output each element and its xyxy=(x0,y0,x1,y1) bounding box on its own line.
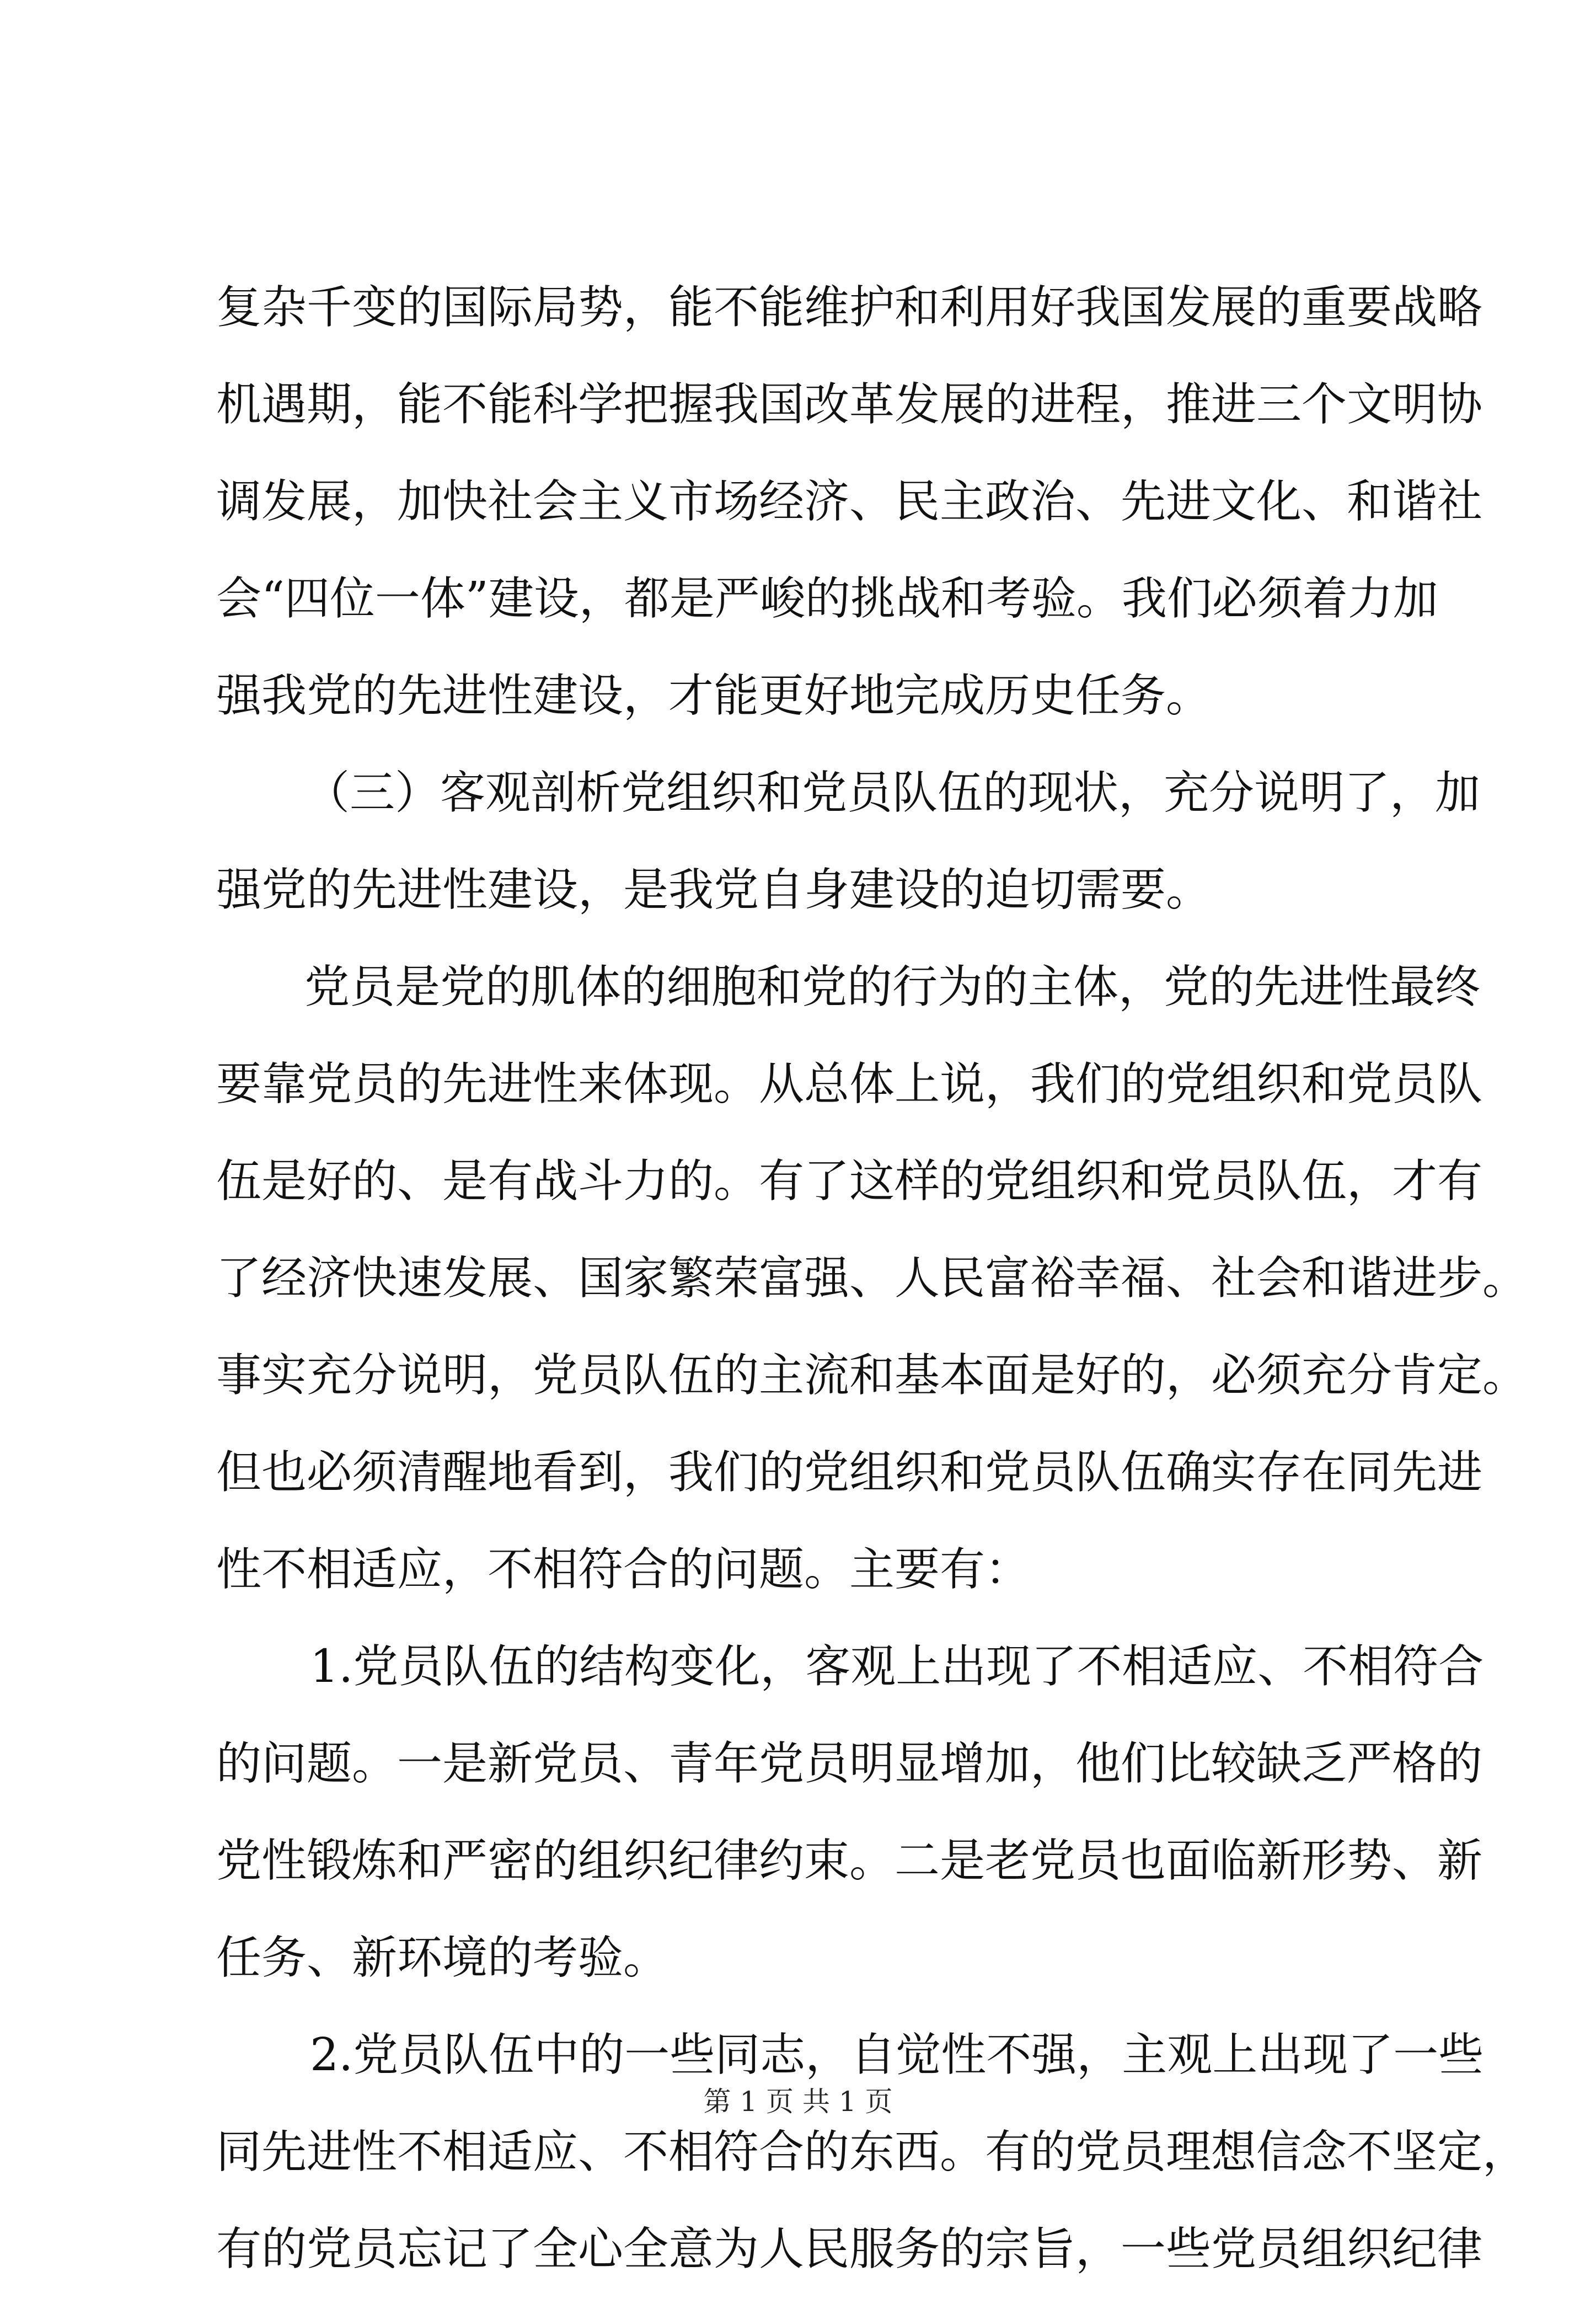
text-line: 任务、新环境的考验。 xyxy=(216,1932,669,1984)
document-body xyxy=(216,259,1528,2298)
list-item-line: 2.党员队伍中的一些同志，自觉性不强，主观上出现了一些 xyxy=(310,2029,1484,2081)
page-number-footer: 第 1 页 共 1 页 xyxy=(703,2086,893,2118)
list-item-line: 1.党员队伍的结构变化，客观上出现了不相适应、不相符合 xyxy=(310,1640,1484,1693)
text-line: 伍是好的、是有战斗力的。有了这样的党组织和党员队伍，才有 xyxy=(216,1155,1483,1207)
text-line: 的问题。一是新党员、青年党员明显增加，他们比较缺乏严格的 xyxy=(216,1738,1483,1790)
text-line: 性不相适应，不相符合的问题。主要有： xyxy=(216,1543,1031,1596)
text-line: 有的党员忘记了全心全意为人民服务的宗旨，一些党员组织纪律 xyxy=(216,2223,1483,2275)
text-line: 了经济快速发展、国家繁荣富强、人民富裕幸福、社会和谐进步。 xyxy=(216,1252,1528,1305)
text-line: 强我党的先进性建设，才能更好地完成历史任务。 xyxy=(216,670,1212,722)
text-line: 同先进性不相适应、不相符合的东西。有的党员理想信念不坚定， xyxy=(216,2126,1528,2178)
text-line: 要靠党员的先进性来体现。从总体上说，我们的党组织和党员队 xyxy=(216,1058,1483,1110)
text-line: 事实充分说明，党员队伍的主流和基本面是好的，必须充分肯定。 xyxy=(216,1349,1528,1402)
section-heading-line: （三）客观剖析党组织和党员队伍的现状，充分说明了，加 xyxy=(304,767,1481,819)
text-line: 调发展，加快社会主义市场经济、民主政治、先进文化、和谐社 xyxy=(216,475,1483,528)
text-line: 机遇期，能不能科学把握我国改革发展的进程，推进三个文明协 xyxy=(216,378,1483,431)
text-line: 党员是党的肌体的细胞和党的行为的主体，党的先进性最终 xyxy=(304,961,1481,1013)
text-line: 会“四位一体”建设，都是严峻的挑战和考验。我们必须着力加 xyxy=(216,573,1438,625)
text-line: 复杂千变的国际局势，能不能维护和利用好我国发展的重要战略 xyxy=(216,281,1483,334)
text-line: 党性锻炼和严密的组织纪律约束。二是老党员也面临新形势、新 xyxy=(216,1835,1483,1887)
text-line: 但也必须清醒地看到，我们的党组织和党员队伍确实存在同先进 xyxy=(216,1446,1483,1499)
section-heading-line: 强党的先进性建设，是我党自身建设的迫切需要。 xyxy=(216,864,1212,916)
